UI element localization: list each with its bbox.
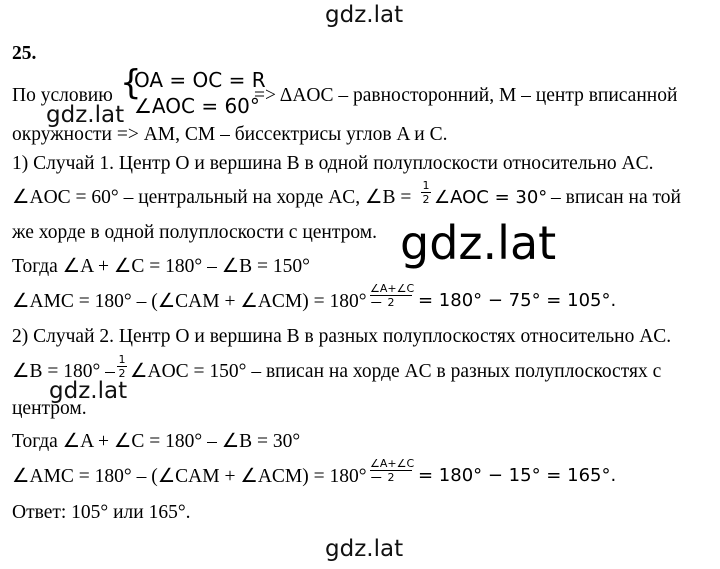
case2-fraction-num: 1 xyxy=(118,353,126,366)
case1-fraction-2-den: 2 xyxy=(387,296,395,309)
case1-fraction-num: 1 xyxy=(422,179,430,192)
case1-line-a-end: – вписан на той xyxy=(551,187,681,208)
case2-fraction-2-num: ∠A+∠C xyxy=(370,457,415,470)
intro-prefix: По условию xyxy=(12,85,113,106)
case1-fraction-den: 2 xyxy=(422,193,430,206)
watermark-left-low: gdz.lat xyxy=(49,378,128,404)
case1-line-a-mid: ∠AOC = 30° xyxy=(434,187,548,208)
system-brace: { xyxy=(120,63,142,103)
watermark-top: gdz.lat xyxy=(325,2,404,28)
watermark-bottom: gdz.lat xyxy=(325,536,404,562)
problem-number: 25. xyxy=(12,43,37,64)
case2-line-a-end: ∠AOC = 150° – вписан на хорде AC в разных полуплоскостях с xyxy=(130,361,662,382)
watermark-center-big: gdz.lat xyxy=(400,216,557,270)
case2-line-b: центром. xyxy=(12,398,87,419)
case2-fraction-2-den: 2 xyxy=(387,471,395,484)
case1-line-d-end: = 180° − 75° = 105°. xyxy=(418,290,617,311)
case2-line-a-start: ∠B = 180° – xyxy=(12,361,115,382)
system-line-2: ∠AOC = 60° xyxy=(134,94,260,118)
watermark-left-mid: gdz.lat xyxy=(46,102,125,128)
case2-line-d-end: = 180° − 15° = 165°. xyxy=(418,465,617,486)
answer: Ответ: 105° или 165°. xyxy=(12,502,191,523)
case1-title: 1) Случай 1. Центр O и вершина B в одной полуплоскости относительно AC. xyxy=(12,153,654,174)
intro-conclusion: => ΔAOC – равносторонний, M – центр вписанной xyxy=(254,85,678,106)
case2-line-d-start: ∠AMC = 180° – (∠CAM + ∠ACM) = 180° – xyxy=(12,466,382,487)
system-line-1: OA = OC = R xyxy=(134,68,266,92)
case1-line-d-start: ∠AMC = 180° – (∠CAM + ∠ACM) = 180° – xyxy=(12,291,382,312)
case2-fraction-den: 2 xyxy=(118,367,126,380)
case2-fraction xyxy=(117,354,127,379)
case1-line-b: же хорде в одной полуплоскости с центром. xyxy=(12,222,377,243)
case2-title: 2) Случай 2. Центр O и вершина B в разных полуплоскостях относительно AC. xyxy=(12,326,672,347)
case1-fraction-2-num: ∠A+∠C xyxy=(370,282,415,295)
case2-fraction-2 xyxy=(370,457,415,484)
case1-fraction xyxy=(421,180,431,205)
case1-fraction-2 xyxy=(370,282,415,309)
case2-line-c: Тогда ∠A + ∠C = 180° – ∠B = 30° xyxy=(12,431,301,452)
case1-line-a-start: ∠AOC = 60° – центральный на хорде AC, ∠B = xyxy=(12,187,412,208)
case1-line-c: Тогда ∠A + ∠C = 180° – ∠B = 150° xyxy=(12,256,310,277)
intro-line-2: окружности => AM, CM – биссектрисы углов A и C. xyxy=(12,124,448,145)
